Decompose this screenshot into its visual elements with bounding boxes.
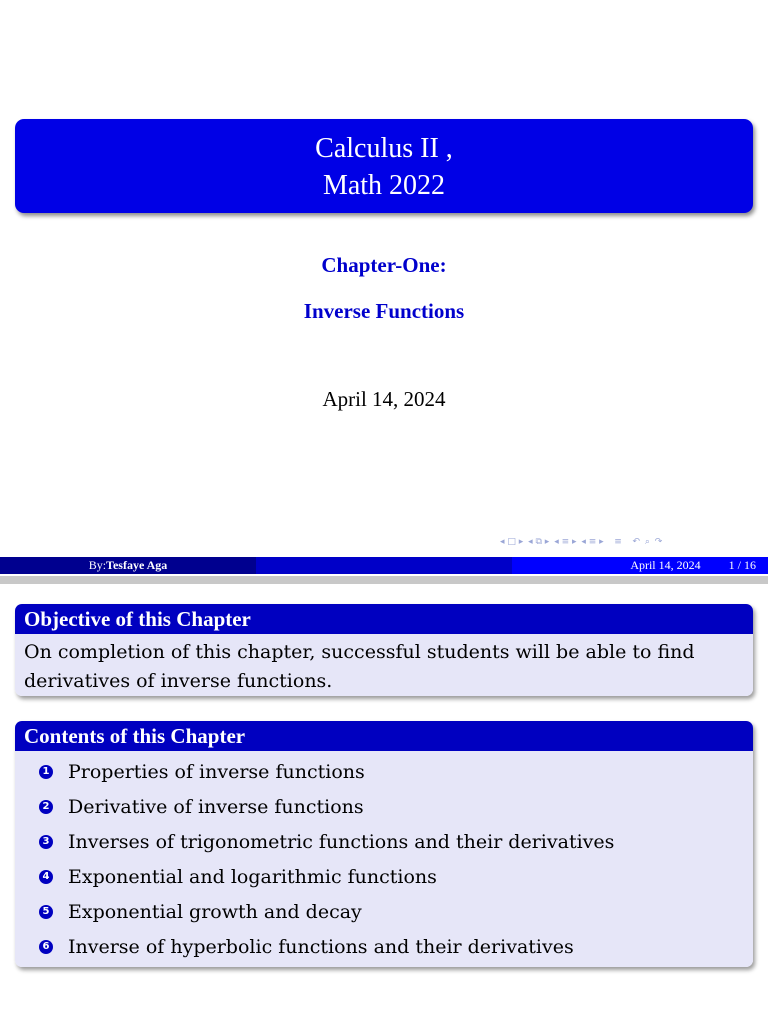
nav-subsection-icon[interactable]: ◂ ≡ ▸	[554, 537, 577, 547]
nav-section-icon[interactable]: ◂ ≡ ▸	[581, 537, 604, 547]
nav-search-icon[interactable]: ⌕	[644, 537, 650, 547]
footer-author	[0, 557, 256, 574]
list-item	[15, 894, 753, 929]
objective-block	[15, 604, 753, 696]
list-number-icon: 6	[39, 940, 53, 954]
footer-middle	[256, 557, 512, 574]
footer-page-number: 1 / 16	[728, 558, 756, 572]
objective-text-line-1: On completion of this chapter, successful students will be able to find	[24, 641, 695, 663]
contents-list	[15, 751, 753, 967]
title-box	[15, 119, 753, 213]
list-number-icon: 5	[39, 905, 53, 919]
objective-block-title: Objective of this Chapter	[15, 604, 753, 634]
chapter-label: Chapter-One:	[321, 253, 447, 277]
objectives-slide	[0, 584, 768, 1024]
list-number-icon: 3	[39, 835, 53, 849]
nav-appendix-icon[interactable]: ≡	[608, 537, 622, 547]
footer-date: April 14, 2024	[630, 558, 701, 572]
slide-title-line-1: Calculus II ,	[315, 133, 453, 164]
footer-author-prefix: By:	[88, 558, 107, 572]
list-item	[15, 929, 753, 964]
list-item-text: Inverse of hyperbolic functions and their derivatives	[68, 935, 574, 958]
slide-title-line-2: Math 2022	[322, 170, 446, 201]
list-number-icon: 2	[39, 800, 53, 814]
objective-text-line-2: derivatives of inverse functions.	[24, 670, 333, 692]
contents-block	[15, 721, 753, 967]
slide-footer	[0, 557, 768, 574]
list-item-text: Exponential growth and decay	[68, 900, 362, 923]
beamer-navigation-bar	[500, 537, 766, 553]
footer-author-name: Tesfaye Aga	[106, 558, 168, 572]
list-item	[15, 824, 753, 859]
page-separator	[0, 576, 768, 584]
list-item-text: Inverses of trigonometric functions and their derivatives	[68, 830, 615, 853]
nav-forward-icon[interactable]: ↷	[654, 537, 663, 547]
chapter-topic: Inverse Functions	[303, 299, 465, 323]
list-number-icon: 4	[39, 870, 53, 884]
list-item	[15, 859, 753, 894]
list-item	[15, 754, 753, 789]
list-item-text: Derivative of inverse functions	[68, 795, 364, 818]
nav-frame-icon[interactable]: ◂ ⧉ ▸	[528, 537, 550, 547]
list-number-icon: 1	[39, 765, 53, 779]
nav-back-icon[interactable]: ↶	[626, 537, 640, 547]
footer-right	[512, 557, 768, 574]
nav-prev-frame-icon[interactable]: ◂ □ ▸	[500, 537, 524, 547]
contents-block-title: Contents of this Chapter	[15, 721, 753, 751]
list-item-text: Exponential and logarithmic functions	[68, 865, 437, 888]
presentation-date: April 14, 2024	[322, 387, 446, 411]
objective-block-body	[15, 634, 753, 696]
list-item	[15, 789, 753, 824]
list-item-text: Properties of inverse functions	[68, 760, 365, 783]
